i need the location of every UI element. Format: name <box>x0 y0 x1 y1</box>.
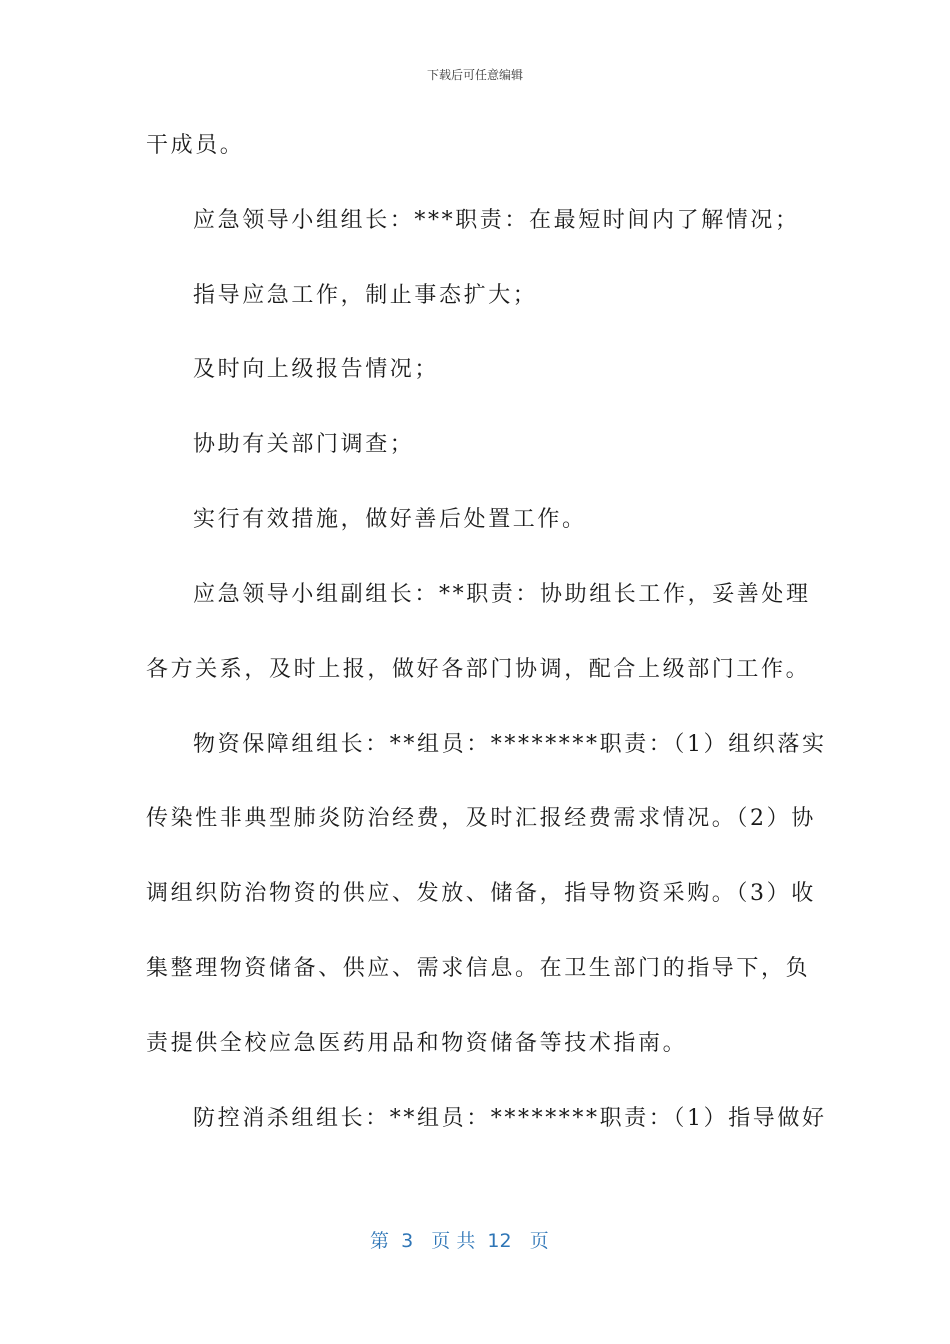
body-line: 责提供全校应急医药用品和物资储备等技术指南。 <box>146 1031 688 1056</box>
body-line: 传染性非典型肺炎防治经费，及时汇报经费需求情况。（2）协 <box>146 806 816 831</box>
body-line: 应急领导小组组长：***职责：在最短时间内了解情况； <box>193 208 800 233</box>
body-line: 各方关系，及时上报，做好各部门协调，配合上级部门工作。 <box>146 657 811 682</box>
page-header: 下载后可任意编辑 <box>426 68 523 82</box>
body-line: 及时向上级报告情况； <box>193 357 440 382</box>
body-line: 应急领导小组副组长：**职责：协助组长工作，妥善处理 <box>193 582 811 607</box>
body-line: 指导应急工作，制止事态扩大； <box>193 283 538 308</box>
body-line: 物资保障组组长：**组员：********职责：（1）组织落实 <box>193 732 827 757</box>
body-line: 实行有效措施，做好善后处置工作。 <box>193 507 587 532</box>
body-line: 协助有关部门调查； <box>193 432 415 457</box>
page-footer: 第 3 页 共 12 页 <box>370 1230 549 1252</box>
body-line: 集整理物资储备、供应、需求信息。在卫生部门的指导下，负 <box>146 956 811 981</box>
body-line: 干成员。 <box>146 133 245 158</box>
body-line: 调组织防治物资的供应、发放、储备，指导物资采购。（3）收 <box>146 881 816 906</box>
body-line: 防控消杀组组长：**组员：********职责：（1）指导做好 <box>193 1106 827 1131</box>
